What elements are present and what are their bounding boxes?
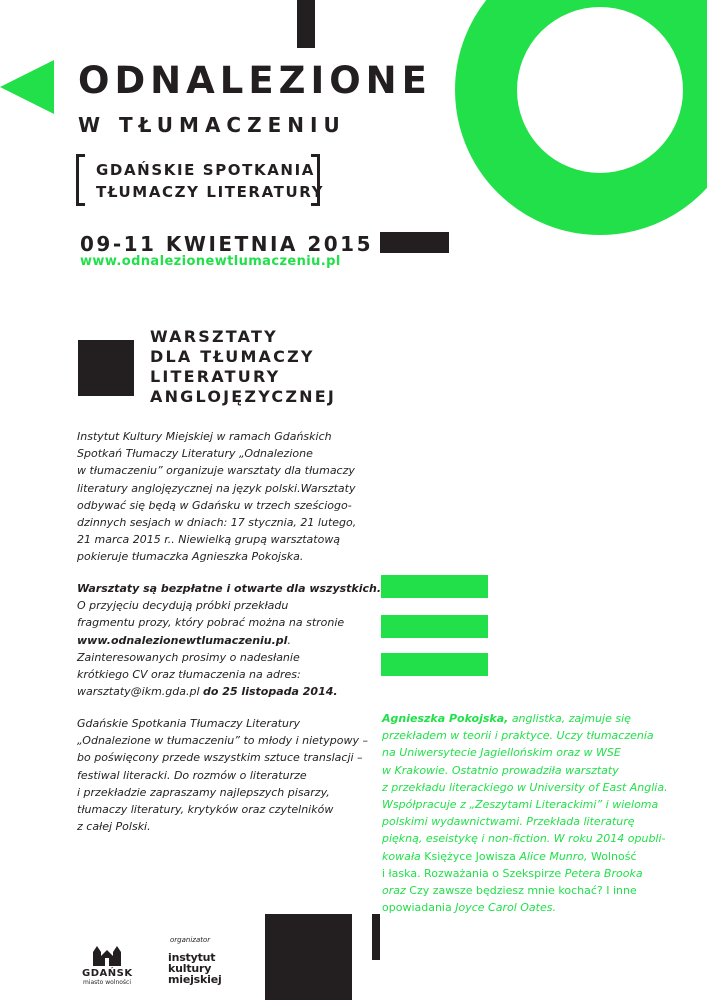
text-line: „Odnalezione w tłumaczeniu” to młody i nietypowy – (77, 734, 368, 748)
text-line: krótkiego CV oraz tłumaczenia na adres: (77, 668, 301, 682)
black-bar-right (380, 232, 449, 253)
bottom-black-block (265, 914, 352, 1000)
black-square-decoration (78, 340, 134, 396)
deadline: do 25 listopada 2014. (203, 685, 338, 699)
bottom-vertical-bar (372, 914, 380, 960)
gdansk-name: GDAŃSK (82, 968, 133, 979)
festival-description-paragraph (77, 715, 368, 835)
green-stripe-2 (381, 615, 488, 638)
text-line: fragmentu prozy, który pobrać można na stronie (77, 616, 345, 630)
text-line: O przyjęciu decydują próbki przekładu (77, 599, 289, 613)
text-line: Spotkań Tłumaczy Literatury „Odnalezione (77, 447, 313, 461)
text-line: w tłumaczeniu” organizuje warsztaty dla tłumaczy (77, 464, 355, 478)
bio-name: Agnieszka Pokojska, (382, 712, 509, 725)
green-ring-decoration (455, 0, 707, 235)
festival-website-link[interactable]: www.odnalezionewtlumaczeniu.pl (80, 254, 341, 269)
ikm-logo: instytut kultury miejskiej (168, 951, 222, 986)
gdansk-tagline: miasto wolności (82, 979, 132, 986)
workshop-heading-line1: WARSZTATY (150, 327, 278, 346)
text-line: Gdańskie Spotkania Tłumaczy Literatury (77, 717, 301, 730)
text-line: dzinnych sesjach w dniach: 17 stycznia, 21 lutego, (77, 516, 357, 530)
workshop-heading-line3: LITERATURY (150, 367, 281, 386)
text-line: z całej Polski. (77, 820, 151, 834)
text-line: 21 marca 2015 r.. Niewielką grupą warsztatową (77, 533, 341, 547)
gdansk-crest-icon (87, 942, 127, 968)
bracket-left (76, 154, 85, 206)
free-open-statement: Warsztaty są bezpłatne i otwarte dla wszystkich. (77, 582, 382, 595)
festival-title-line1: ODNALEZIONE (78, 59, 432, 102)
gdansk-logo (82, 942, 132, 986)
text-line: bo poświęcony przede wszystkim sztuce translacji – (77, 751, 363, 765)
green-triangle-decoration (0, 60, 54, 114)
workshop-heading-line4: ANGLOJĘZYCZNEJ (150, 387, 337, 406)
green-stripe-3 (381, 653, 488, 676)
translator-bio: Agnieszka Pokojska, anglistka, zajmuje się przekładem w teorii i praktyce. Uczy tłumaczenia na Uniwersytecie Jagiellońskim oraz w WSE w Krakowie. Ostatnio prowadziła warsztaty z przekładu literackiego w University of East Anglia. Współpracuje z „Zeszytami Literackimi” i wieloma polskimi wydawnictwami. Przekłada literaturę piękną, eseistykę i non-fiction. W roku 2014 opubli- kowała Księżyce Jowisza Alice Munro, Wolność i łaska. Rozważania o Szekspirze Petera Brooka oraz Czy zawsze będziesz mnie kochać? I inne opowiadania Joyce Carol Oates. (382, 712, 668, 915)
application-email[interactable]: warsztaty@ikm.gda.pl (77, 685, 200, 699)
text-line: i przekładzie zapraszamy najlepszych pisarzy, (77, 785, 330, 799)
top-vertical-bar (297, 0, 315, 48)
text-line: Zainteresowanych prosimy o nadesłanie (77, 650, 300, 664)
text-line: Instytut Kultury Miejskiej w ramach Gdańskich (77, 430, 332, 443)
samples-website-link[interactable]: www.odnalezionewtlumaczeniu.pl (77, 633, 288, 647)
event-name-line1: GDAŃSKIE SPOTKANIA (96, 161, 315, 179)
festival-dates: 09-11 KWIETNIA 2015 (80, 232, 374, 256)
organizer-label: organizator (170, 936, 211, 944)
workshop-heading-line2: DLA TŁUMACZY (150, 347, 315, 366)
text-line: pokieruje tłumaczka Agnieszka Pokojska. (77, 550, 304, 564)
intro-paragraph (77, 428, 356, 566)
text-line: tłumaczy literatury, krytyków oraz czytelników (77, 803, 334, 817)
text-line: literatury anglojęzycznej na język polski.Warsztaty (77, 481, 356, 495)
festival-title-line2: W TŁUMACZENIU (78, 113, 346, 137)
application-paragraph: Warsztaty są bezpłatne i otwarte dla wszystkich. O przyjęciu decydują próbki przekładu fragmentu prozy, który pobrać można na stronie www.odnalezionewtlumaczeniu.pl. Zainteresowanych prosimy o nadesłanie krótkiego CV oraz tłumaczenia na adres: warsztaty@ikm.gda.pl do 25 listopada 2014. (77, 582, 382, 699)
text-line: odbywać się będą w Gdańsku w trzech sześciogo- (77, 498, 352, 512)
green-stripe-1 (381, 575, 488, 598)
text-line: festiwal literacki. Do rozmów o literaturze (77, 768, 307, 782)
event-name-line2: TŁUMACZY LITERATURY (96, 183, 325, 201)
